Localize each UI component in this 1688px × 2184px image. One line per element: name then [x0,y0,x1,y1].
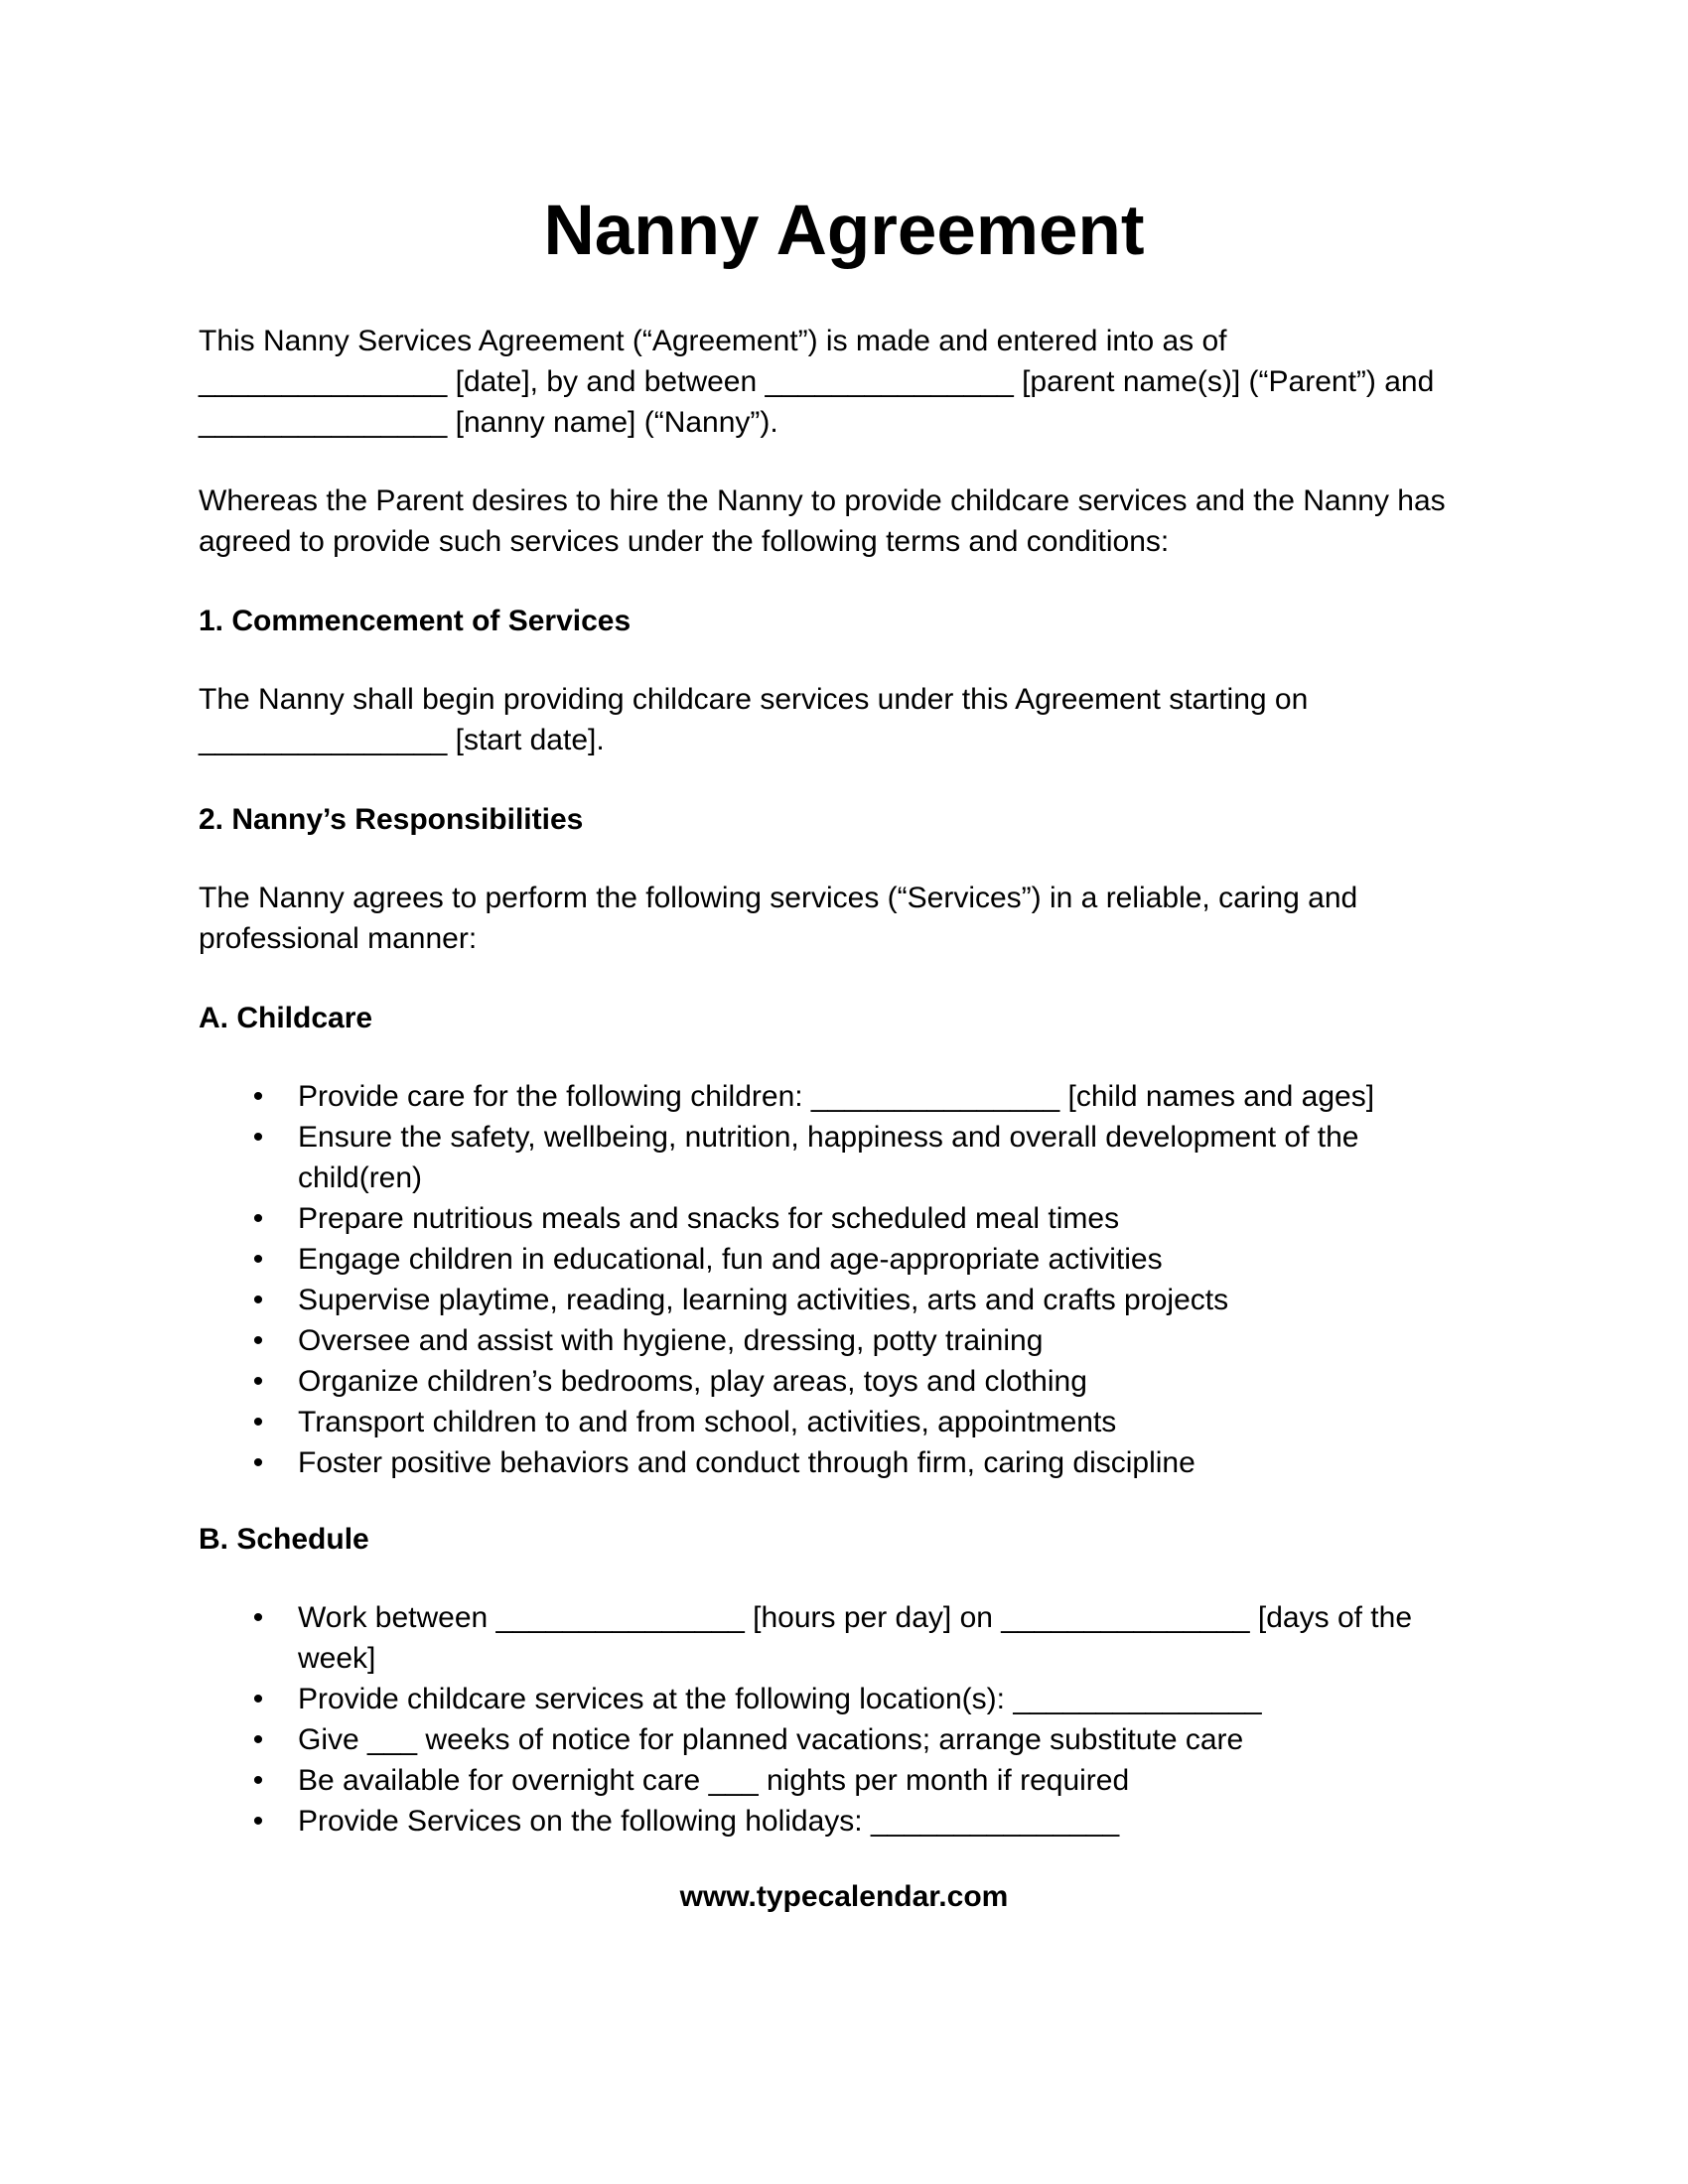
list-item [199,1198,1470,1239]
section-1-heading: 1. Commencement of Services [199,605,632,637]
list-item-text: Foster positive behaviors and conduct through firm, caring discipline [298,1446,1196,1479]
list-item-text: Provide Services on the following holidays: _______________ [298,1805,1120,1838]
bullet-icon: • [252,1683,264,1715]
list-item [199,1239,1470,1280]
bullet-icon: • [252,1243,264,1276]
footer-website-link[interactable]: www.typecalendar.com [679,1880,1009,1913]
list-item-text: Ensure the safety, wellbeing, nutrition, happiness and overall development of the child(ren) [298,1121,1359,1194]
list-item [199,1801,1470,1842]
whereas-line: agreed to provide such services under the following terms and conditions: [199,525,1170,558]
list-item [199,1719,1470,1760]
section-2-paragraph [199,878,1489,959]
list-item [199,1442,1470,1483]
section-2-line: professional manner: [199,922,478,955]
list-item-text: Oversee and assist with hygiene, dressing, potty training [298,1324,1044,1357]
list-item-text: Work between _______________ [hours per day] on _______________ [days of the week] [298,1601,1412,1675]
list-item [199,1076,1470,1117]
bullet-icon: • [252,1121,264,1154]
bullet-icon: • [252,1805,264,1838]
schedule-list [199,1597,1489,1842]
list-item [199,1320,1470,1361]
bullet-icon: • [252,1446,264,1479]
list-item [199,1117,1470,1198]
childcare-heading: A. Childcare [199,1002,373,1034]
bullet-icon: • [252,1406,264,1438]
list-item-text: Organize children’s bedrooms, play areas, toys and clothing [298,1365,1087,1398]
section-1-line: _______________ [start date]. [199,724,605,756]
section-2-heading: 2. Nanny’s Responsibilities [199,803,584,836]
intro-line: _______________ [date], by and between _______________ [parent name(s)] (“Parent”) and [199,365,1435,398]
document-title: Nanny Agreement [543,192,1145,270]
list-item [199,1402,1470,1442]
list-item-text: Provide care for the following children: _______________ [child names and ages] [298,1080,1375,1113]
bullet-icon: • [252,1284,264,1316]
intro-line: This Nanny Services Agreement (“Agreement”) is made and entered into as of [199,325,1227,357]
intro-paragraph [199,321,1489,443]
list-item-text: Prepare nutritious meals and snacks for scheduled meal times [298,1202,1120,1235]
list-item [199,1597,1470,1679]
document-page [199,0,1489,2184]
list-item [199,1679,1470,1719]
bullet-icon: • [252,1601,264,1634]
list-item [199,1280,1470,1320]
list-item [199,1361,1470,1402]
list-item-text: Provide childcare services at the following location(s): _______________ [298,1683,1262,1715]
bullet-icon: • [252,1080,264,1113]
childcare-list [199,1076,1489,1483]
bullet-icon: • [252,1723,264,1756]
whereas-paragraph [199,480,1489,562]
list-item-text: Be available for overnight care ___ nights per month if required [298,1764,1130,1797]
bullet-icon: • [252,1764,264,1797]
list-item [199,1760,1470,1801]
list-item-text: Transport children to and from school, activities, appointments [298,1406,1117,1438]
bullet-icon: • [252,1365,264,1398]
bullet-icon: • [252,1202,264,1235]
whereas-line: Whereas the Parent desires to hire the Nanny to provide childcare services and the Nanny has [199,484,1446,517]
list-item-text: Give ___ weeks of notice for planned vacations; arrange substitute care [298,1723,1244,1756]
intro-line: _______________ [nanny name] (“Nanny”). [199,406,778,439]
list-item-text: Supervise playtime, reading, learning activities, arts and crafts projects [298,1284,1229,1316]
list-item-text: Engage children in educational, fun and age-appropriate activities [298,1243,1163,1276]
section-1-line: The Nanny shall begin providing childcare services under this Agreement starting on [199,683,1309,716]
section-1-paragraph [199,679,1489,760]
schedule-heading: B. Schedule [199,1523,369,1556]
bullet-icon: • [252,1324,264,1357]
section-2-line: The Nanny agrees to perform the following services (“Services”) in a reliable, caring and [199,882,1358,914]
